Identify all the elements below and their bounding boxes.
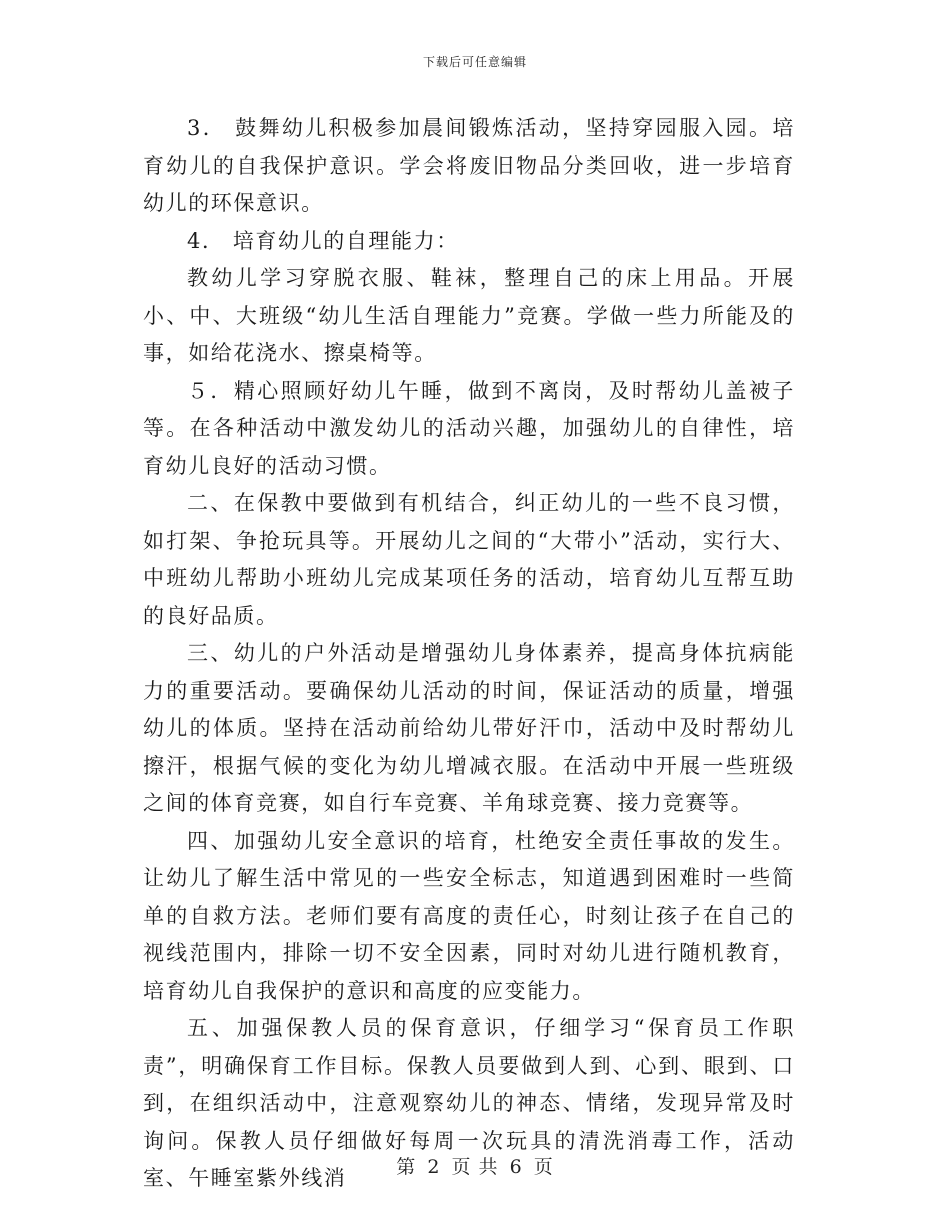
paragraph-section-2: 二、在保教中要做到有机结合，纠正幼儿的一些不良习惯，如打架、争抢玩具等。开展幼儿之间的“大带小”活动，实行大、中班幼儿帮助小班幼儿完成某项任务的活动，培育幼儿互帮互助的良好品质。 (143, 491, 795, 628)
paragraph-self-care: 教幼儿学习穿脱衣服、鞋袜，整理自己的床上用品。开展小、中、大班级“幼儿生活自理能力”竞赛。学做一些力所能及的事，如给花浇水、擦桌椅等。 (143, 266, 795, 365)
paragraph-item-5: ５．精心照顾好幼儿午睡，做到不离岗，及时帮幼儿盖被子等。在各种活动中激发幼儿的活动兴趣，加强幼儿的自律性，培育幼儿良好的活动习惯。 (143, 378, 795, 478)
page-footer (0, 1152, 950, 1179)
total-pages-number: 6 (509, 1156, 523, 1178)
paragraph-item-3: 3． 鼓舞幼儿积极参加晨间锻炼活动，坚持穿园服入园。培育幼儿的自我保护意识。学会将废旧物品分类回收，进一步培育幼儿的环保意识。 (143, 116, 795, 215)
page-header: 下载后可任意编辑 (422, 55, 527, 69)
current-page-number: 2 (427, 1156, 441, 1178)
document-body (143, 110, 795, 1198)
paragraph-section-3: 三、幼儿的户外活动是增强幼儿身体素养，提高身体抗病能力的重要活动。要确保幼儿活动的时间，保证活动的质量，增强幼儿的体质。坚持在活动前给幼儿带好汗巾，活动中及时帮幼儿擦汗，根据气候的变化为幼儿增减衣服。在活动中开展一些班级之间的体育竞赛，如自行车竞赛、羊角球竞赛、接力竞赛等。 (143, 641, 795, 815)
paragraph-section-5: 五、加强保教人员的保育意识，仔细学习“保育员工作职责”，明确保育工作目标。保教人员要做到人到、心到、眼到、口到，在组织活动中，注意观察幼儿的神态、情绪，发现异常及时询问。保教人员仔细做好每周一次玩具的清洗消毒工作，活动室、午睡室紫外线消 (143, 1016, 795, 1190)
paragraph-item-4: 4． 培育幼儿的自理能力： (187, 228, 459, 253)
footer-prefix: 第 (396, 1156, 417, 1178)
footer-suffix: 页 (533, 1156, 554, 1178)
footer-middle: 页 共 (451, 1156, 499, 1178)
paragraph-section-4: 四、加强幼儿安全意识的培育，杜绝安全责任事故的发生。让幼儿了解生活中常见的一些安全标志，知道遇到困难时一些简单的自救方法。老师们要有高度的责任心，时刻让孩子在自己的视线范围内，排除一切不安全因素，同时对幼儿进行随机教育，培育幼儿自我保护的意识和高度的应变能力。 (143, 828, 795, 1003)
